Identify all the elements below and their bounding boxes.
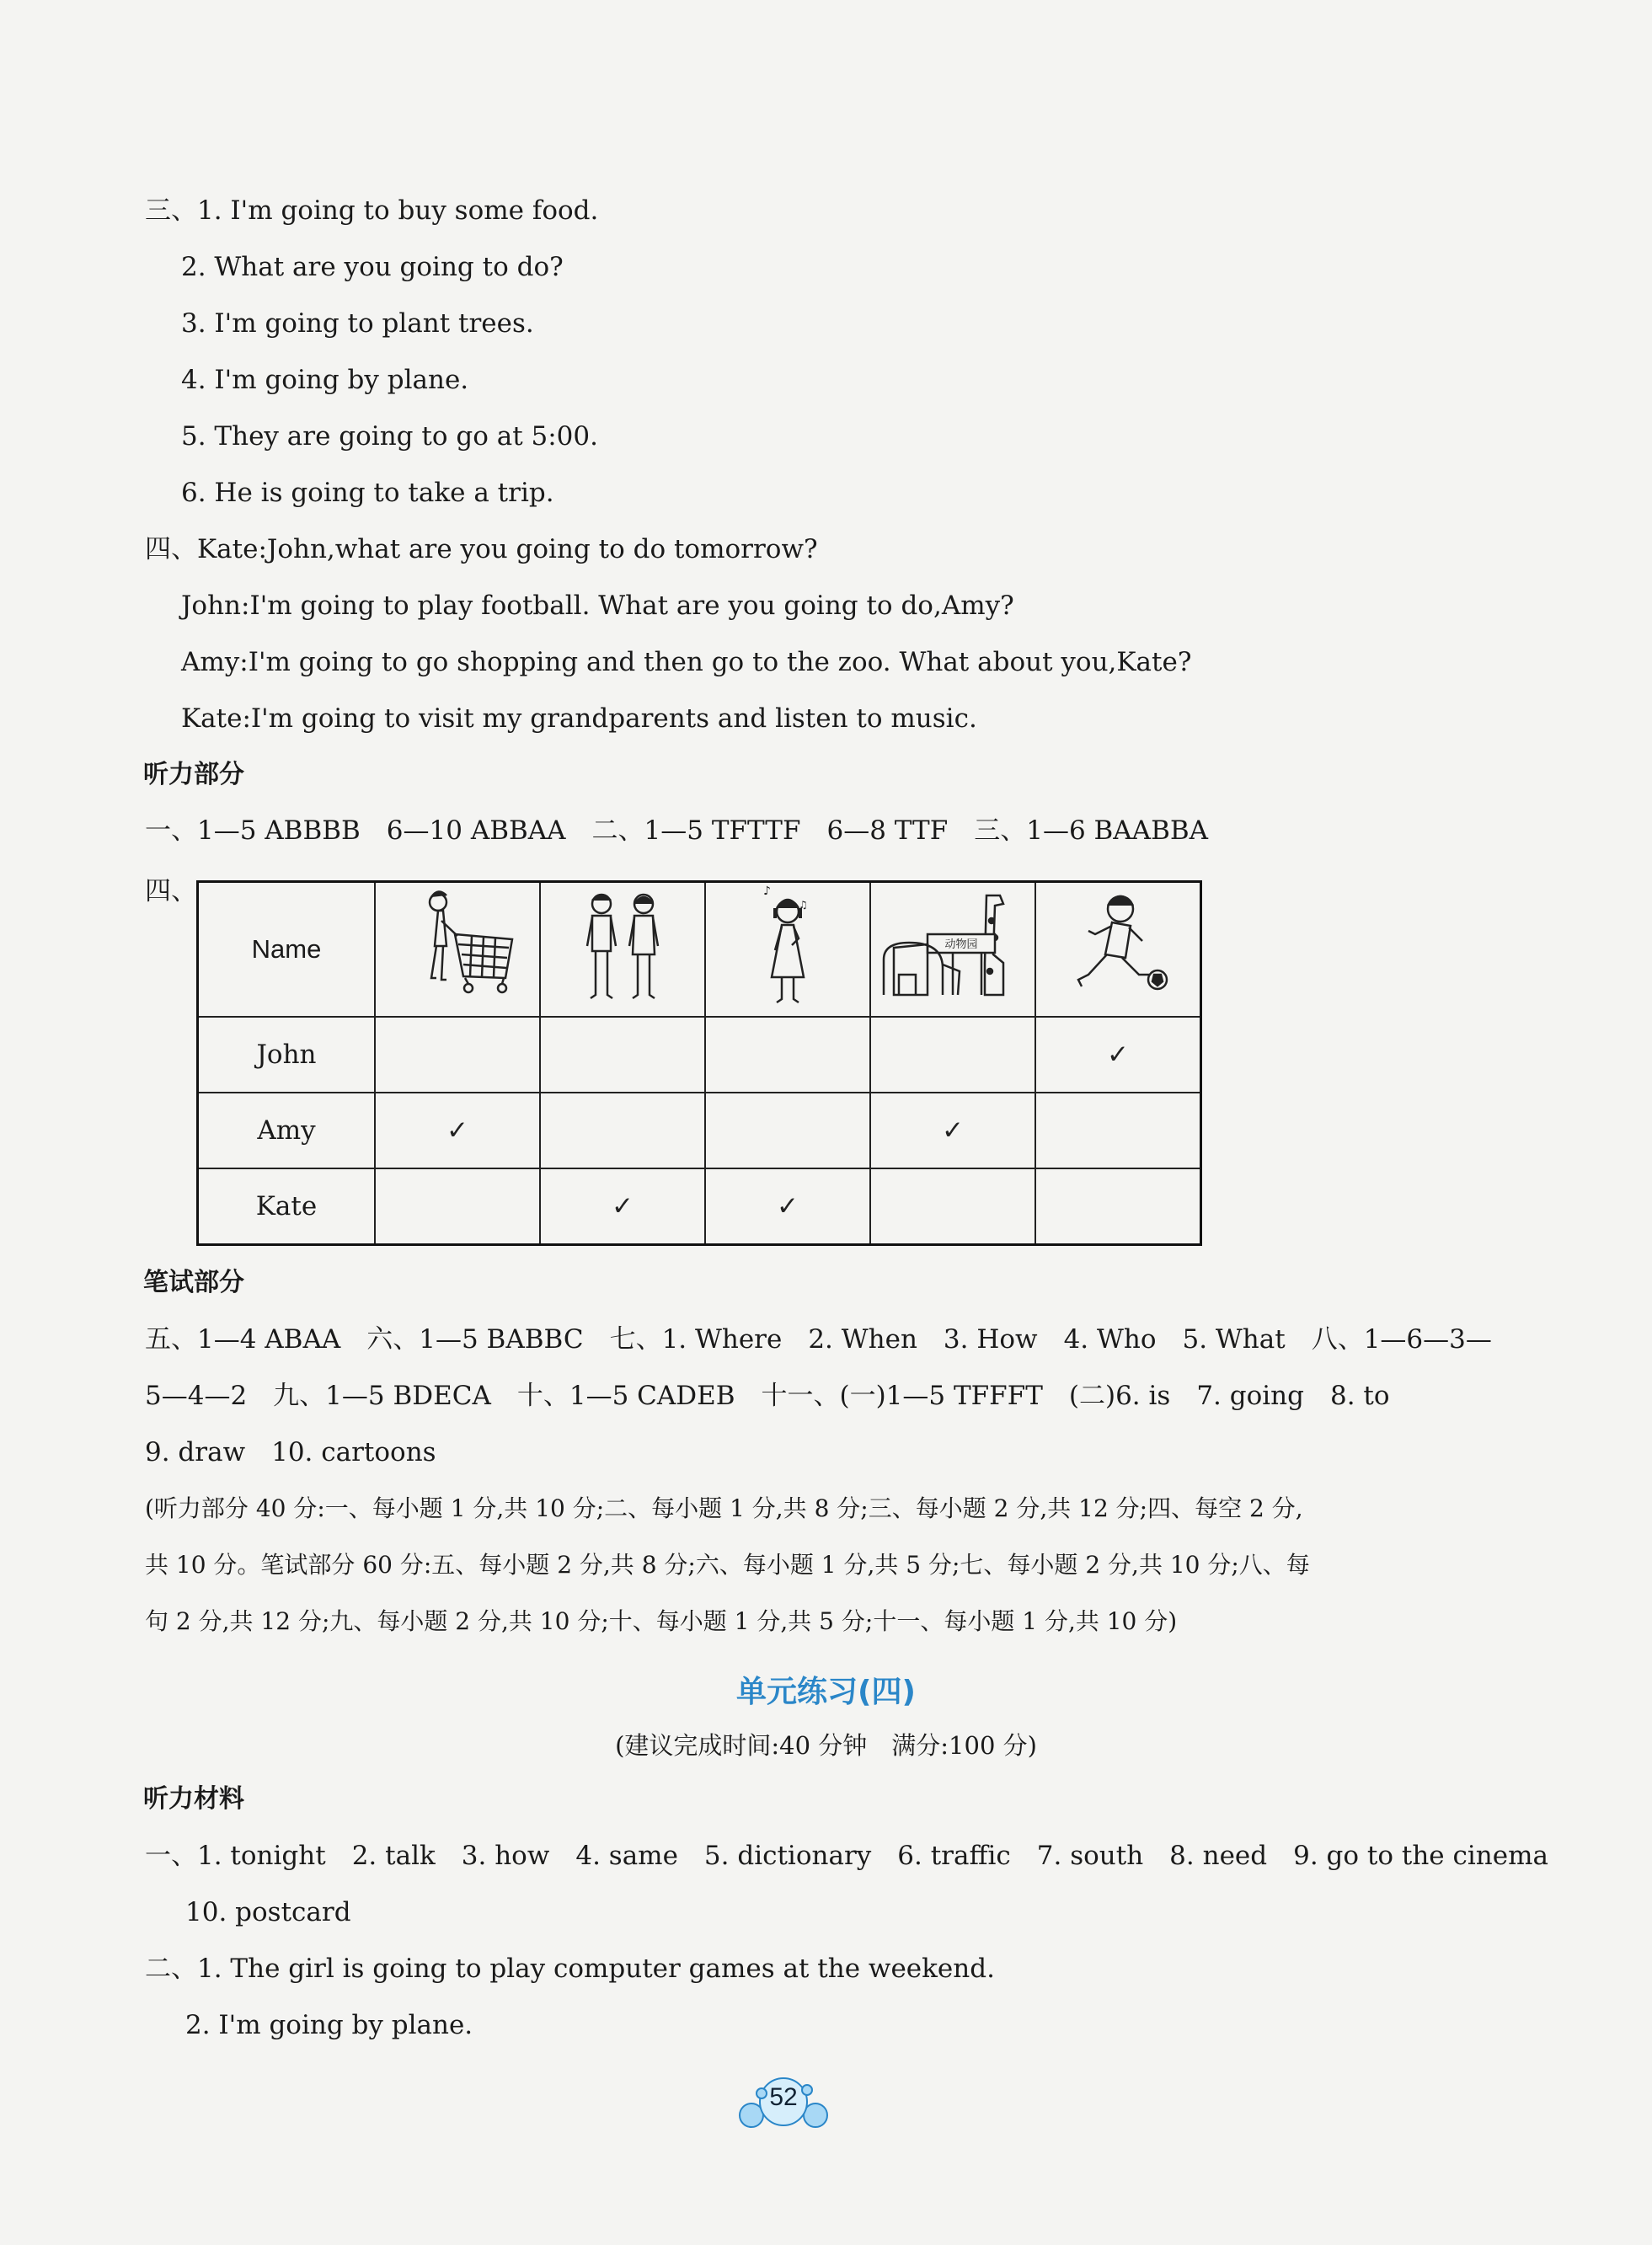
written-answers-1: 五、1—4 ABAA 六、1—5 BABBC 七、1. Where 2. When 3. How 4. Who 5. What 八、1—6—3— xyxy=(145,1324,1492,1355)
check-mark: ✓ xyxy=(705,1168,870,1244)
material-part1-line-2: 10. postcard xyxy=(185,1897,351,1927)
cell xyxy=(375,1017,540,1093)
material-part1-line-1: 一、1. tonight 2. talk 3. how 4. same 5. dictionary 6. traffic 7. south 8. need 9. go to the cinema xyxy=(145,1841,1548,1871)
section3-item-5: 5. They are going to go at 5:00. xyxy=(181,421,598,452)
column-grandparents xyxy=(540,882,705,1018)
table-row xyxy=(198,1017,1201,1093)
column-music xyxy=(705,882,870,1018)
column-football xyxy=(1035,882,1201,1018)
material-part2-line-1: 二、1. The girl is going to play computer games at the weekend. xyxy=(145,1954,995,1984)
unit-subtitle: (建议完成时间:40 分钟 满分:100 分) xyxy=(615,1731,1037,1760)
section3-item-2: 2. What are you going to do? xyxy=(181,252,564,282)
cell xyxy=(870,1168,1035,1244)
section3-item-3: 3. I'm going to plant trees. xyxy=(181,308,534,339)
written-answers-2: 5—4—2 九、1—5 BDECA 十、1—5 CADEB 十一、(一)1—5 TFFFT (二)6. is 7. going 8. to xyxy=(145,1381,1390,1411)
check-mark: ✓ xyxy=(540,1168,705,1244)
material-heading: 听力材料 xyxy=(143,1784,244,1814)
row-name-john: John xyxy=(198,1017,376,1093)
column-zoo xyxy=(870,882,1035,1018)
section3-item-6: 6. He is going to take a trip. xyxy=(181,478,554,508)
cell xyxy=(540,1017,705,1093)
table-label: 四、 xyxy=(145,876,197,906)
section3-item-1: 三、1. I'm going to buy some food. xyxy=(145,195,599,226)
listening-answers: 一、1—5 ABBBB 6—10 ABBAA 二、1—5 TFTTF 6—8 TTF 三、1—6 BAABBA xyxy=(145,815,1209,846)
table-row xyxy=(198,1168,1201,1244)
football-icon xyxy=(1055,887,1181,1005)
cell xyxy=(540,1093,705,1168)
zoo-icon xyxy=(877,887,1029,1005)
zoo-sign: 动物园 xyxy=(944,938,978,951)
scoring-line-3: 句 2 分,共 12 分;九、每小题 2 分,共 10 分;十、每小题 1 分,共 5 分;十一、每小题 1 分,共 10 分) xyxy=(145,1607,1178,1635)
music-icon xyxy=(741,883,834,1009)
dialogue-line-1: 四、Kate:John,what are you going to do tomorrow? xyxy=(145,534,818,564)
dialogue-line-3: Amy:I'm going to go shopping and then go to the zoo. What about you,Kate? xyxy=(181,647,1192,677)
check-mark: ✓ xyxy=(375,1093,540,1168)
cell xyxy=(375,1168,540,1244)
row-name-kate: Kate xyxy=(198,1168,376,1244)
scoring-line-1: (听力部分 40 分:一、每小题 1 分,共 10 分;二、每小题 1 分,共 8 分;三、每小题 2 分,共 12 分;四、每空 2 分, xyxy=(145,1494,1303,1522)
page-number-badge xyxy=(733,2068,834,2135)
table-row xyxy=(198,1093,1201,1168)
grandparents-icon xyxy=(572,887,673,1005)
cell xyxy=(1035,1093,1201,1168)
unit-title: 单元练习(四) xyxy=(736,1675,916,1709)
section3-item-4: 4. I'm going by plane. xyxy=(181,365,469,395)
scoring-line-2: 共 10 分。笔试部分 60 分:五、每小题 2 分,共 8 分;六、每小题 1 分,共 5 分;七、每小题 2 分,共 10 分;八、每 xyxy=(145,1551,1310,1579)
activity-table xyxy=(196,880,1202,1246)
written-answers-3: 9. draw 10. cartoons xyxy=(145,1437,436,1467)
cell xyxy=(705,1093,870,1168)
page-number: 52 xyxy=(769,2083,798,2111)
cell xyxy=(705,1017,870,1093)
listening-heading: 听力部分 xyxy=(143,760,244,789)
name-header: Name xyxy=(198,882,376,1018)
row-name-amy: Amy xyxy=(198,1093,376,1168)
written-heading: 笔试部分 xyxy=(143,1268,244,1297)
column-shopping xyxy=(375,882,540,1018)
dialogue-line-4: Kate:I'm going to visit my grandparents and listen to music. xyxy=(181,703,977,734)
svg-text:♪: ♪ xyxy=(763,885,771,898)
svg-text:♫: ♫ xyxy=(799,899,808,911)
check-mark: ✓ xyxy=(1035,1017,1201,1093)
dialogue-line-2: John:I'm going to play football. What are you going to do,Amy? xyxy=(181,591,1014,621)
check-mark: ✓ xyxy=(870,1093,1035,1168)
shopping-cart-icon xyxy=(394,887,521,1005)
cell xyxy=(1035,1168,1201,1244)
cell xyxy=(870,1017,1035,1093)
material-part2-line-2: 2. I'm going by plane. xyxy=(185,2010,473,2040)
